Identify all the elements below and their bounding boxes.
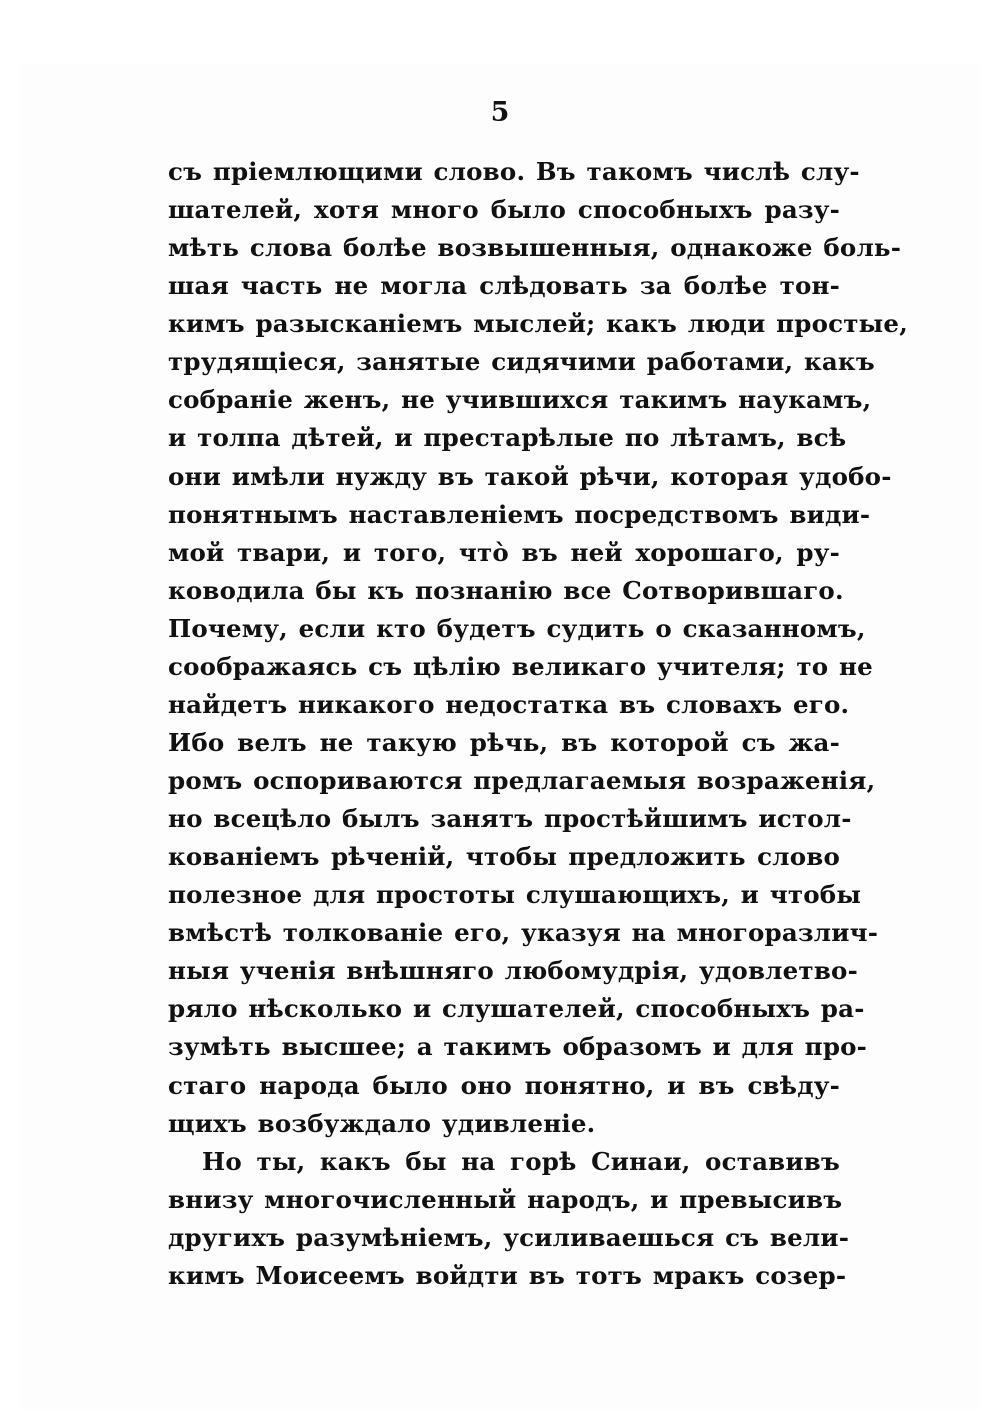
text-line: соображаясь съ цѣлію великаго учителя; то не bbox=[168, 651, 873, 681]
text-line: шая часть не могла слѣдовать за болѣе тон- bbox=[168, 271, 840, 301]
text-line: но всецѣло былъ занятъ простѣйшимъ истол- bbox=[168, 804, 852, 834]
body-text bbox=[168, 153, 908, 1295]
text-line: полезное для простоты слушающихъ, и чтобы bbox=[168, 880, 862, 910]
text-line: шателей, хотя много было способныхъ разу- bbox=[168, 195, 840, 225]
text-line: ководила бы къ познанію все Сотворившаго. bbox=[168, 575, 844, 605]
text-line: ромъ оспориваются предлагаемыя возраженія, bbox=[168, 766, 876, 795]
text-line: внизу многочисленный народъ, и превысивъ bbox=[168, 1184, 843, 1214]
text-line: трудящіеся, занятые сидячими работами, какъ bbox=[168, 347, 875, 377]
text-line: съ пріемлющими слово. Въ такомъ числѣ слу- bbox=[168, 157, 860, 186]
text-line: кованіемъ рѣченій, чтобы предложить слово bbox=[168, 842, 840, 872]
text-line: найдетъ никакого недостатка въ словахъ его. bbox=[168, 689, 850, 719]
text-line: зумѣть высшее; а такимъ образомъ и для про- bbox=[168, 1032, 868, 1062]
paragraph-2 bbox=[168, 1143, 850, 1295]
text-line: мѣть слова болѣе возвышенныя, однакоже боль- bbox=[168, 233, 902, 263]
text-line: вмѣстѣ толкованіе его, указуя на многоразлич- bbox=[168, 918, 879, 948]
paragraph-1 bbox=[168, 153, 908, 1143]
text-line: они имѣли нужду въ такой рѣчи, которая удобо- bbox=[168, 461, 892, 491]
text-line: стаго народа было оно понятно, и въ свѣду- bbox=[168, 1070, 840, 1100]
text-line: другихъ разумѣніемъ, усиливаешься съ вели- bbox=[168, 1222, 850, 1252]
text-line: ныя ученія внѣшняго любомудрія, удовлетво- bbox=[168, 956, 858, 986]
text-line: Ибо велъ не такую рѣчь, въ которой съ жа- bbox=[168, 727, 840, 757]
text-line: понятнымъ наставленіемъ посредствомъ види- bbox=[168, 499, 871, 529]
text-line: кимъ Моисеемъ войдти въ тотъ мракъ созер- bbox=[168, 1260, 847, 1290]
text-line: и толпа дѣтей, и престарѣлые по лѣтамъ, всѣ bbox=[168, 423, 847, 453]
page-number: 5 bbox=[490, 97, 510, 128]
text-line: Почему, если кто будетъ судить о сказанномъ, bbox=[168, 613, 866, 643]
text-line: мой твари, и того, чтò въ ней хорошаго, ру- bbox=[168, 537, 840, 567]
text-line: щихъ возбуждало удивленіе. bbox=[168, 1108, 596, 1138]
text-line: кимъ разысканіемъ мыслей; какъ люди простые, bbox=[168, 309, 908, 339]
text-line: Но ты, какъ бы на горѣ Синаи, оставивъ bbox=[202, 1146, 840, 1176]
text-line: собраніе женъ, не учившихся такимъ наукамъ, bbox=[168, 385, 872, 415]
text-line: ряло нѣсколько и слушателей, способныхъ ра- bbox=[168, 994, 865, 1024]
